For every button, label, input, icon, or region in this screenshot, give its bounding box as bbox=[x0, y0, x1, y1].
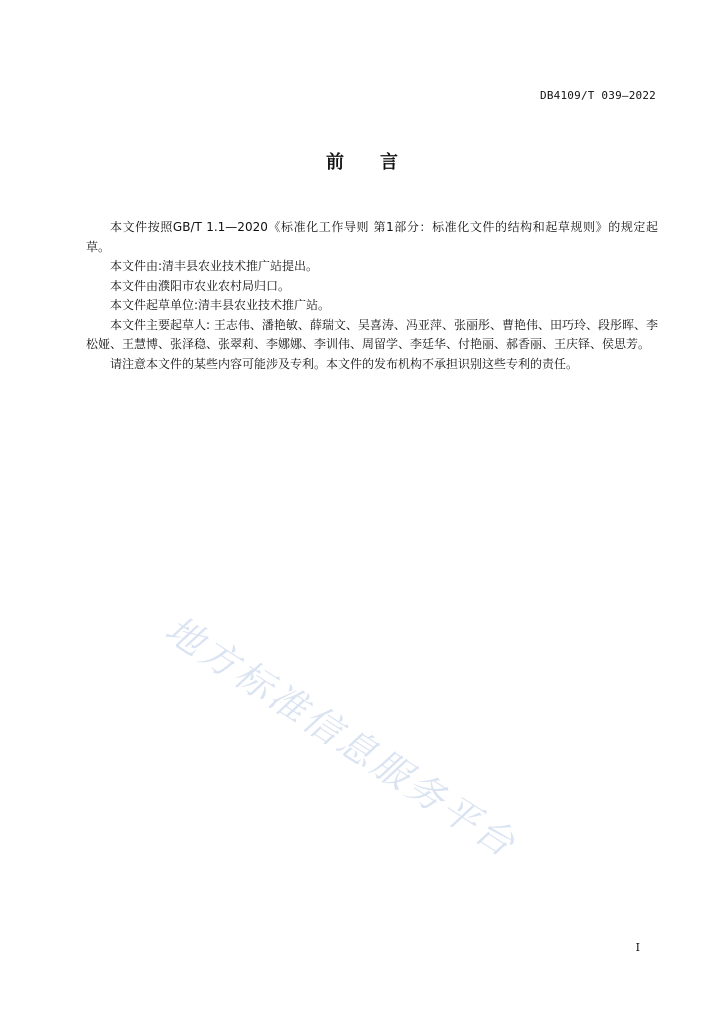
paragraph-proposed-by: 本文件由:清丰县农业技术推广站提出。 bbox=[110, 259, 319, 273]
paragraph-drafters: 本文件主要起草人: 王志伟、潘艳敏、薛瑞文、吴喜涛、冯亚萍、张丽彤、曹艳伟、田巧玲、段彤晖、李松娅、王慧博、张泽稳、张翠莉、李娜娜、李训伟、周留学、李廷华、付艳丽、郝香丽、王庆铎、侯思芳。 bbox=[86, 317, 658, 351]
page-title bbox=[0, 148, 724, 174]
paragraph-centralized-by: 本文件由濮阳市农业农村局归口。 bbox=[110, 278, 291, 293]
foreword-body bbox=[86, 218, 658, 374]
page-number: I bbox=[635, 941, 640, 954]
paragraph-drafting-basis: 本文件按照GB/T 1.1—2020《标准化工作导则 第1部分：标准化文件的结构和起草规则》的规定起草。 bbox=[86, 220, 658, 254]
title-char-2: 言 bbox=[380, 152, 398, 173]
paragraph-patent-notice: 请注意本文件的某些内容可能涉及专利。本文件的发布机构不承担识别这些专利的责任。 bbox=[110, 356, 579, 371]
title-char-1: 前 bbox=[326, 152, 344, 173]
paragraph-drafting-unit: 本文件起草单位:清丰县农业技术推广站。 bbox=[110, 298, 331, 312]
document-code: DB4109/T 039—2022 bbox=[540, 89, 656, 102]
watermark: 地方标准信息服务平台 bbox=[157, 607, 525, 867]
